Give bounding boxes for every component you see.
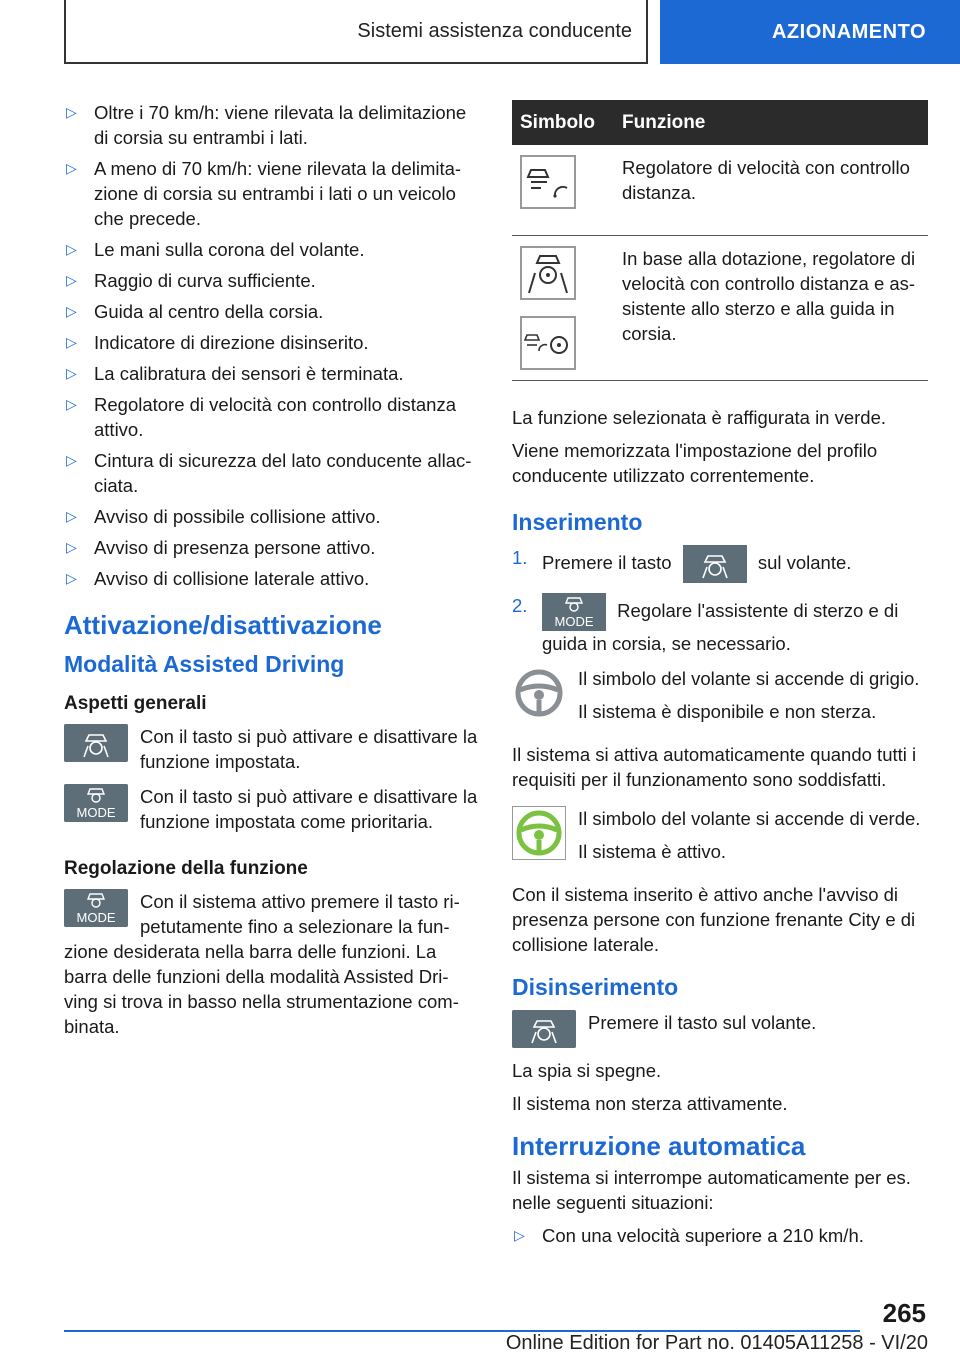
distance-control-symbol-icon: [520, 155, 576, 209]
triangle-bullet-icon: ▷: [66, 160, 77, 176]
header-chapter: AZIONAMENTO: [660, 0, 960, 64]
grey-text-1: Il simbolo del volante si accende di grigio.: [578, 668, 920, 689]
lane-assist-symbol-icon: [520, 246, 576, 300]
symbol-table: [512, 100, 928, 381]
list-item: ▷ La calibratura dei sensori è terminata.: [66, 363, 404, 384]
triangle-bullet-icon: ▷: [66, 365, 77, 381]
mode-key-icon: [542, 593, 606, 631]
distance-steering-symbol-icon: [520, 316, 576, 370]
svg-text:MODE: MODE: [76, 910, 116, 925]
col-function-header: Funzione: [614, 100, 928, 145]
general-text-2: Con il tasto si può attivare e disattivare la funzione impostata come prioritaria.: [140, 786, 478, 832]
mode-key-icon: [64, 889, 128, 927]
triangle-bullet-icon: ▷: [66, 272, 77, 288]
table-row: [512, 145, 928, 236]
general-row-1: [64, 724, 480, 774]
grey-text-2: Il sistema è disponibile e non sterza.: [578, 701, 877, 722]
heading-auto-stop: Interruzione automatica: [512, 1131, 806, 1161]
list-item: 2. MODE Regolare l'assistente di sterzo e di guida in corsia, se necessario.: [512, 595, 899, 654]
insert-steps: [512, 545, 928, 656]
triangle-bullet-icon: ▷: [514, 1227, 525, 1243]
mode-key-icon: [64, 784, 128, 822]
green-text-1: Il simbolo del volante si accende di verde.: [578, 808, 921, 829]
heading-assisted-driving: Modalità Assisted Driving: [64, 651, 345, 677]
list-item: ▷ Avviso di possibile collisione attivo.: [66, 506, 381, 527]
triangle-bullet-icon: ▷: [66, 303, 77, 319]
general-text-1: Con il tasto si può attivare e disattivare la funzione impostata.: [140, 726, 478, 772]
paragraph: Con il sistema inserito è attivo anche l'avviso di presenza persone con funzione frenante City e di collisione laterale.: [512, 884, 916, 955]
mode-button-icon: [64, 889, 128, 939]
grey-wheel-row: [512, 666, 928, 732]
paragraph: La spia si spegne.: [512, 1060, 662, 1081]
function-text: Regolatore di velocità con controllo distanza.: [614, 145, 928, 236]
triangle-bullet-icon: ▷: [66, 241, 77, 257]
mode-button-icon: [64, 784, 128, 834]
left-column: [64, 100, 480, 1039]
list-item: ▷ Oltre i 70 km/h: viene rilevata la delimitazione di corsia su entrambi i lati.: [66, 102, 467, 148]
paragraph: Il sistema si interrompe automaticamente per es. nelle seguenti situazioni:: [512, 1167, 911, 1213]
triangle-bullet-icon: ▷: [66, 396, 77, 412]
footer-edition: Online Edition for Part no. 01405A11258 - VI/20: [505, 1332, 928, 1354]
triangle-bullet-icon: ▷: [66, 539, 77, 555]
triangle-bullet-icon: ▷: [66, 334, 77, 350]
triangle-bullet-icon: ▷: [66, 452, 77, 468]
triangle-bullet-icon: ▷: [66, 570, 77, 586]
paragraph: La funzione selezionata è raffigurata in verde.: [512, 407, 887, 428]
svg-text:MODE: MODE: [76, 805, 116, 820]
heading-regulation: Regolazione della funzione: [64, 858, 308, 879]
paragraph: Il sistema si attiva automaticamente quando tutti i requisiti per il funzionamento sono soddisfatti.: [512, 744, 917, 790]
assist-button-icon: [64, 724, 128, 774]
right-column: [512, 100, 928, 1254]
regulation-row: [64, 889, 480, 939]
heading-general: Aspetti generali: [64, 693, 207, 714]
lane-assist-key-icon: [64, 724, 128, 762]
lane-assist-key-icon: [683, 545, 747, 583]
list-item: ▷ Guida al centro della corsia.: [66, 301, 324, 322]
heading-off: Disinserimento: [512, 974, 679, 1000]
list-item: ▷ Le mani sulla corona del volante.: [66, 239, 365, 260]
list-item: ▷ Regolatore di velocità con controllo distanza attivo.: [66, 394, 456, 440]
list-item: ▷ Indicatore di direzione disinserito.: [66, 332, 369, 353]
list-item: ▷ Con una velocità superiore a 210 km/h.: [514, 1225, 864, 1246]
paragraph: Viene memorizzata l'impostazione del profilo conducente utilizzato correntemente.: [512, 440, 878, 486]
header-section: Sistemi assistenza conducente: [64, 0, 648, 64]
step-number: 1.: [512, 547, 528, 568]
regulation-text-b: zione desiderata nella barra delle funzioni. La barra delle funzioni della modalità Assisted Dri-ving si trova in basso nella strumentazione com-binata.: [64, 941, 459, 1037]
steering-wheel-grey-icon: [512, 666, 566, 720]
regulation-text-a: Con il sistema attivo premere il tasto ri-petutamente fino a selezionare la fun-: [140, 891, 460, 937]
steering-wheel-green-icon: [512, 806, 566, 860]
function-text: In base alla dotazione, regolatore di velocità con controllo distanza e as-sistente allo sterzo e alla guida in corsia.: [614, 236, 928, 381]
off-text: Premere il tasto sul volante.: [588, 1012, 817, 1033]
general-row-2: [64, 784, 480, 834]
heading-insert: Inserimento: [512, 509, 643, 535]
list-item: ▷ Raggio di curva sufficiente.: [66, 270, 316, 291]
table-row: [512, 236, 928, 381]
heading-activation: Attivazione/disattivazione: [64, 610, 382, 640]
triangle-bullet-icon: ▷: [66, 508, 77, 524]
green-text-2: Il sistema è attivo.: [578, 841, 727, 862]
list-item: ▷ Avviso di presenza persone attivo.: [66, 537, 376, 558]
conditions-list: [64, 100, 480, 591]
lane-assist-key-icon: [512, 1010, 576, 1048]
list-item: ▷ Avviso di collisione laterale attivo.: [66, 568, 370, 589]
assist-button-icon: [512, 1010, 576, 1048]
green-wheel-row: [512, 806, 928, 872]
page-number: 265: [882, 1298, 926, 1328]
auto-stop-list: [512, 1223, 928, 1248]
off-row: [512, 1010, 928, 1048]
step-number: 2.: [512, 595, 528, 616]
col-symbol-header: Simbolo: [512, 100, 614, 145]
triangle-bullet-icon: ▷: [66, 104, 77, 120]
list-item: 1. Premere il tasto sul volante.: [512, 545, 928, 583]
svg-text:MODE: MODE: [554, 614, 594, 629]
paragraph: Il sistema non sterza attivamente.: [512, 1093, 788, 1114]
list-item: ▷ A meno di 70 km/h: viene rilevata la delimita-zione di corsia su entrambi i lati o un veicolo che precede.: [66, 158, 462, 229]
list-item: ▷ Cintura di sicurezza del lato conducente allac-ciata.: [66, 450, 472, 496]
